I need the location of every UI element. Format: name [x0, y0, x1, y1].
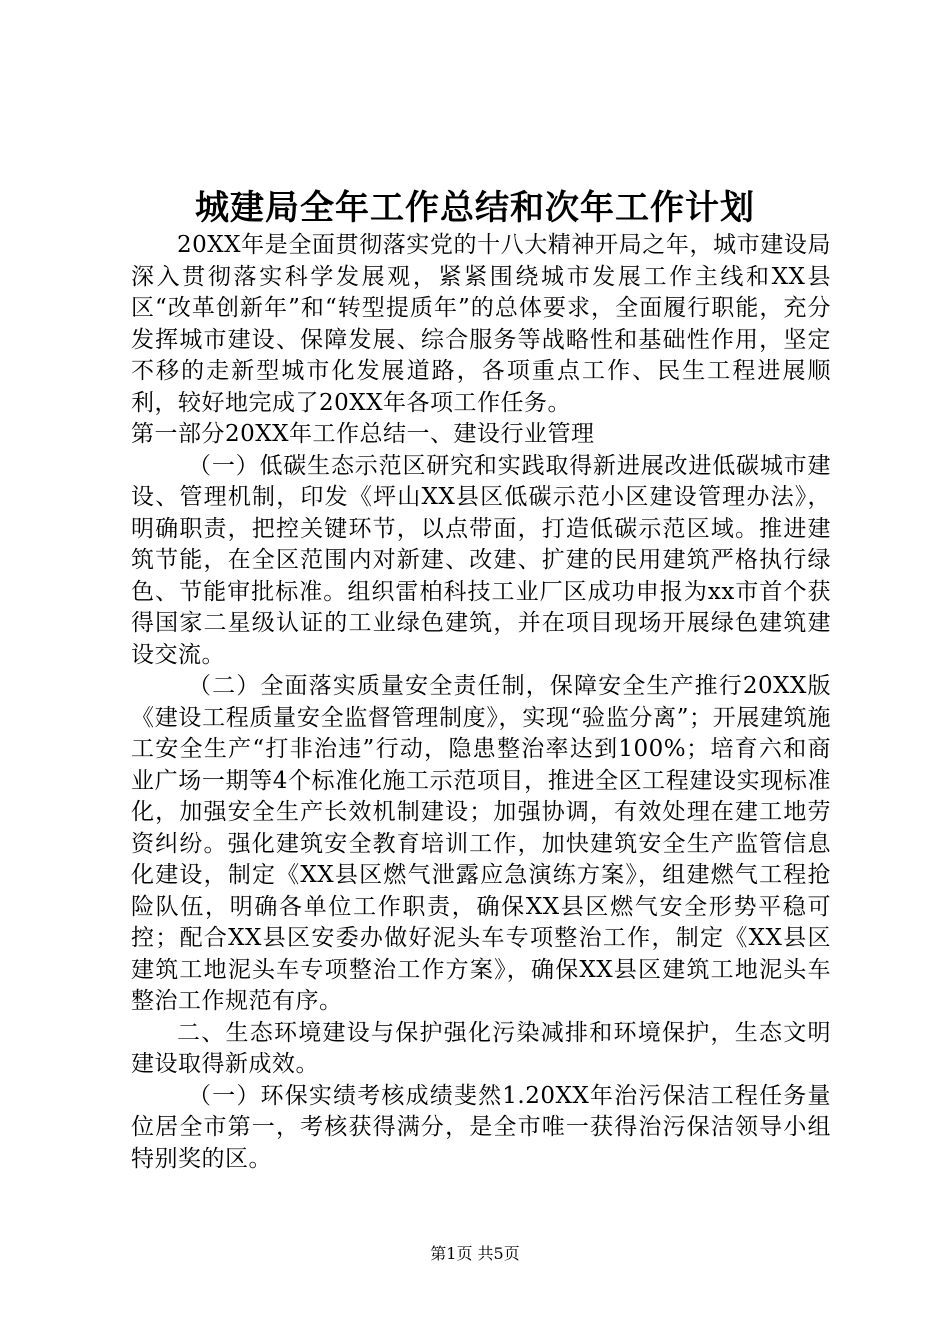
- paragraph-ecology: 二、生态环境建设与保护强化污染减排和环境保护，生态文明建设取得新成效。: [131, 1019, 831, 1077]
- paragraph-intro: 20XX年是全面贯彻落实党的十八大精神开局之年，城市建设局深入贯彻落实科学发展观，紧紧围绕城市发展工作主线和XX县区“改革创新年”和“转型提质年”的总体要求，全面履行职能，充分发挥城市建设、保障发展、综合服务等战略性和基础性作用，坚定不移的走新型城市化发展道路，各项重点工作、民生工程进展顺利，较好地完成了20XX年各项工作任务。: [131, 232, 831, 416]
- document-body: [131, 230, 831, 1175]
- paragraph-quality-safety: （二）全面落实质量安全责任制，保障安全生产推行20XX版《建设工程质量安全监督管理制度》，实现“验监分离”；开展建筑施工安全生产“打非治违”行动，隐患整治率达到100%；培育六和商业广场一期等4个标准化施工示范项目，推进全区工程建设实现标准化，加强安全生产长效机制建设；加强协调，有效处理在建工地劳资纠纷。强化建筑安全教育培训工作，加快建筑安全生产监管信息化建设，制定《XX县区燃气泄露应急演练方案》，组建燃气工程抢险队伍，明确各单位工作职责，确保XX县区燃气安全形势平稳可控；配合XX县区安委办做好泥头车专项整治工作，制定《XX县区建筑工地泥头车专项整治工作方案》，确保XX县区建筑工地泥头车整治工作规范有序。: [131, 673, 831, 1014]
- document-title: 城建局全年工作总结和次年工作计划: [195, 188, 755, 228]
- paragraph-low-carbon: （一）低碳生态示范区研究和实践取得新进展改进低碳城市建设、管理机制，印发《坪山XX县区低碳示范小区建设管理办法》，明确职责，把控关键环节，以点带面，打造低碳示范区域。推进建筑节能，在全区范围内对新建、改建、扩建的民用建筑严格执行绿色、节能审批标准。组织雷柏科技工业厂区成功申报为xx市首个获得国家二星级认证的工业绿色建筑，并在项目现场开展绿色建筑建设交流。: [131, 452, 831, 668]
- page-footer: 第1页 共5页: [430, 1244, 520, 1263]
- paragraph-section-heading: 第一部分20XX年工作总结一、建设行业管理: [131, 421, 595, 447]
- paragraph-environment-assessment: （一）环保实绩考核成绩斐然1.20XX年治污保洁工程任务量位居全市第一，考核获得满分，是全市唯一获得治污保洁领导小组特别奖的区。: [131, 1082, 831, 1172]
